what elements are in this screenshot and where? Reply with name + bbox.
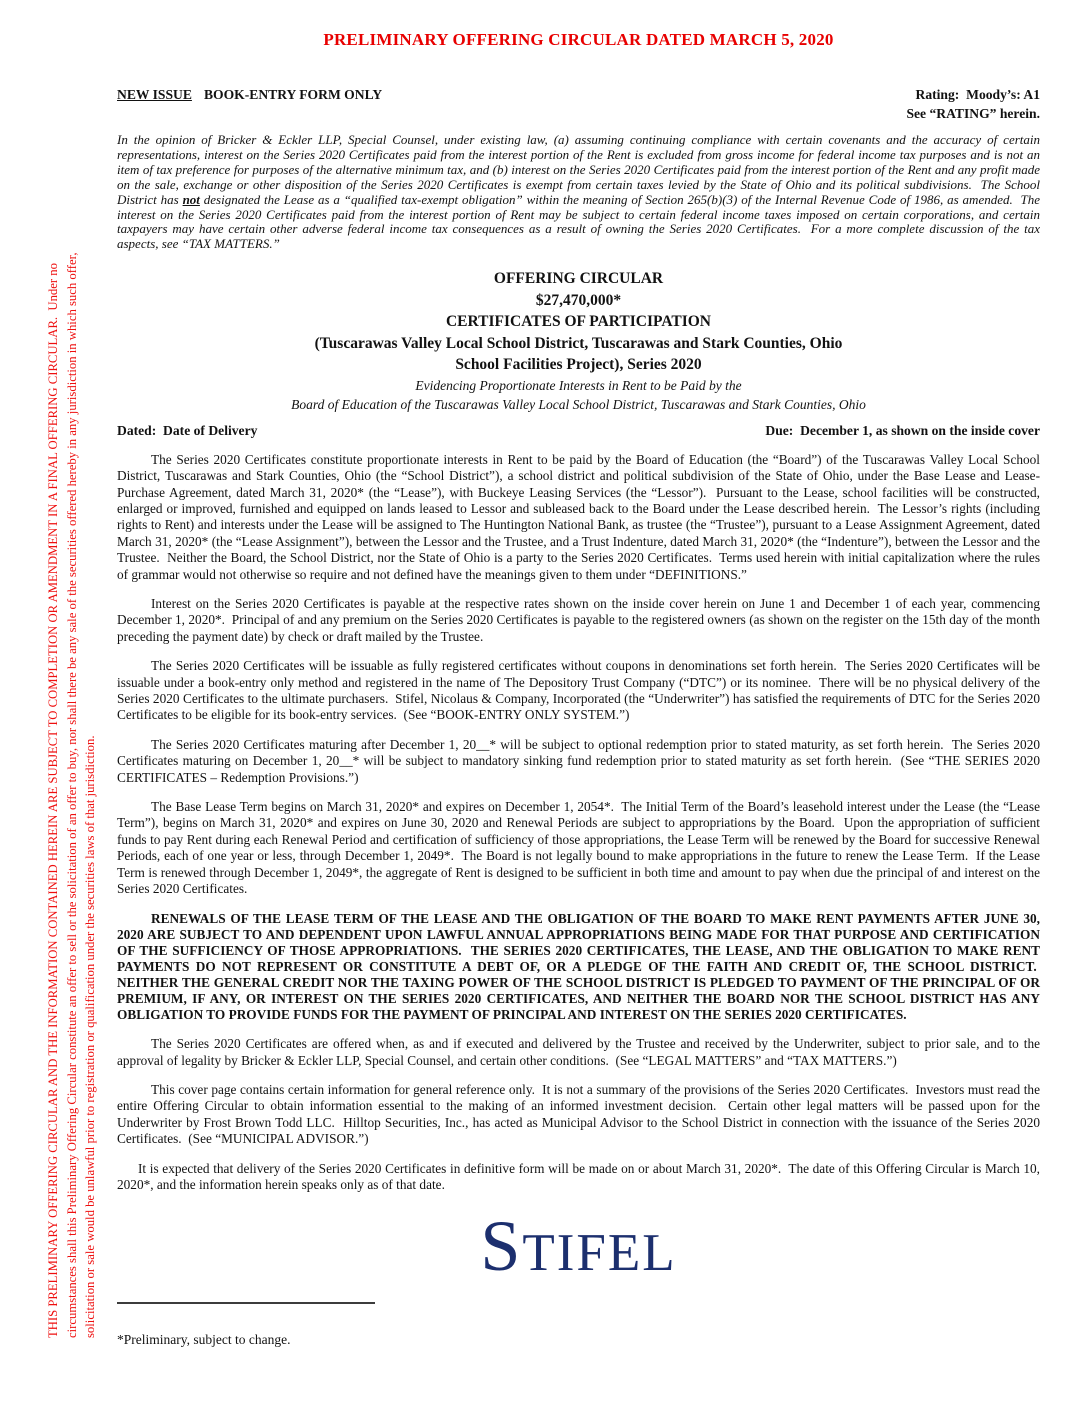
district-line-2: School Facilities Project), Series 2020	[455, 356, 702, 374]
evidencing-line: Evidencing Proportionate Interests in Rent to be Paid by the	[415, 377, 742, 393]
certificates-title: CERTIFICATES OF PARTICIPATION	[445, 313, 712, 331]
due-label: Due: December 1, as shown on the inside cover	[765, 422, 1040, 438]
paragraph-base-lease-term: The Base Lease Term begins on March 31, 2020* and expires on December 1, 2054*. The Initial Term of the Board’s leasehold interest under the Lease (the “Lease Term”), begins on March 31, 2020* and expires on June 30, 2020 and Renewal Periods are subject to appropriations by the Board. Upon the appropriation of sufficient funds to pay Rent during each Renewal Period and certification of sufficiency of those appropriations, the Lease Term will be renewed by the Board for successive Renewal Periods, each of one year or less, through December 1, 2049*. The Board is not legally bound to make appropriations in the future to renew the Lease Term. If the Lease Term is renewed through December 1, 2049*, the aggregate of Rent is designed to be sufficient in both time and amount to pay when due the principal of and interest on the Series 2020 Certificates.	[117, 799, 1040, 897]
dated-label: Dated: Date of Delivery	[117, 422, 258, 438]
underwriter-logo-wrap	[117, 1206, 1040, 1287]
sidebar-disclaimer-line: THIS PRELIMINARY OFFERING CIRCULAR AND THE INFORMATION CONTAINED HEREIN ARE SUBJECT TO COMPLETION OR AMENDMENT IN A FINAL OFFERING CIRCULAR. Under no	[46, 263, 60, 1338]
new-issue-label: NEW ISSUE	[117, 87, 192, 102]
paragraph-renewals-notice: RENEWALS OF THE LEASE TERM OF THE LEASE AND THE OBLIGATION OF THE BOARD TO MAKE RENT PAYMENTS AFTER JUNE 30, 2020 ARE SUBJECT TO AND DEPENDENT UPON LAWFUL ANNUAL APPROPRIATIONS BEING MADE FOR THAT PURPOSE AND CERTIFICATION OF THE SUFFICIENCY OF THOSE APPROPRIATIONS. THE SERIES 2020 CERTIFICATES, THE LEASE, AND THE OBLIGATION TO MAKE RENT PAYMENTS DO NOT REPRESENT OR CONSTITUTE A DEBT OF, OR A PLEDGE OF THE FAITH AND CREDIT OF, THE SCHOOL DISTRICT. NEITHER THE GENERAL CREDIT NOR THE TAXING POWER OF THE SCHOOL DISTRICT IS PLEDGED TO PAYMENT OF THE PRINCIPAL OF OR PREMIUM, IF ANY, OR INTEREST ON THE SERIES 2020 CERTIFICATES, AND NEITHER THE BOARD NOR THE SCHOOL DISTRICT HAS ANY OBLIGATION TO PROVIDE FUNDS FOR THE PAYMENT OF PRINCIPAL AND INTEREST ON THE SERIES 2020 CERTIFICATES.	[117, 910, 1040, 1023]
issue-type	[117, 85, 382, 104]
paragraph-certificates-constitute: The Series 2020 Certificates constitute proportionate interests in Rent to be paid by the Board of Education (the “Board”) of the Tuscarawas Valley Local School District, Tuscarawas and Stark Counties, Ohio (the “School District”), a school district and political subdivision of the State of Ohio, under the Base Lease and Lease-Purchase Agreement, dated March 31, 2020* (the “Lease”), with Buckeye Leasing Services (the “Lessor”). Pursuant to the Lease, school facilities will be constructed, enlarged or improved, furnished and equipped on lands leased to Lessor and subleased back to the Board under the Lease described herein. The Lessor’s rights (including rights to Rent) and interests under the Lease will be assigned to The Huntington National Bank, as trustee (the “Trustee”), pursuant to a Lease Assignment Agreement, dated March 31, 2020* (the “Lease Assignment”), between the Lessor and the Trustee, and a Trust Indenture, dated March 31, 2020* (the “Indenture”), between the Lessor and the Trustee. Neither the Board, the School District, nor the State of Ohio is a party to the Series 2020 Certificates. Terms used herein with initial capitalization where the rules of grammar would not otherwise so require and not defined have the meanings given to them under “DEFINITIONS.”	[117, 451, 1040, 582]
form-label: BOOK-ENTRY FORM ONLY	[203, 87, 383, 102]
offering-title-block	[117, 268, 1040, 414]
district-line-1: (Tuscarawas Valley Local School District, Tuscarawas and Stark Counties, Ohio	[314, 334, 843, 352]
sidebar-disclaimer-line: circumstances shall this Preliminary Offering Circular constitute an offer to sell or the solicitation of an offer to buy, nor shall there be any sale of the securities offered hereby in any jurisdiction in which such offer,	[64, 252, 79, 1338]
paragraph-offered-when: The Series 2020 Certificates are offered when, as and if executed and delivered by the Trustee and received by the Underwriter, subject to prior sale, and to the approval of legality by Bricker & Eckler LLP, Special Counsel, and certain other conditions. (See “LEGAL MATTERS” and “TAX MATTERS.”)	[117, 1036, 1040, 1068]
sidebar-disclaimer-line: solicitation or sale would be unlawful prior to registration or qualification under the securities laws of that jurisdiction.	[83, 735, 97, 1338]
paragraph-redemption: The Series 2020 Certificates maturing after December 1, 20__* will be subject to optional redemption prior to stated maturity, as set forth herein. The Series 2020 Certificates maturing on December 1, 20__* will be subject to mandatory sinking fund redemption prior to stated maturity as set forth herein. (See “THE SERIES 2020 CERTIFICATES – Redemption Provisions.”)	[117, 736, 1040, 785]
preliminary-footnote: *Preliminary, subject to change.	[117, 1332, 291, 1348]
dated-due-row	[117, 423, 1040, 439]
board-line: Board of Education of the Tuscarawas Valley Local School District, Tuscarawas and Stark Counties, Ohio	[291, 396, 866, 412]
sidebar-legal-disclaimer	[44, 80, 100, 1338]
paragraph-book-entry: The Series 2020 Certificates will be issuable as fully registered certificates without coupons in denominations set forth herein. The Series 2020 Certificates will be issuable under a book-entry only method and registered in the name of The Depository Trust Company (“DTC”) or its nominee. There will be no physical delivery of the Series 2020 Certificates to the ultimate purchasers. Stifel, Nicolaus & Company, Incorporated (the “Underwriter”) has satisfied the requirements of DTC for the Series 2020 Certificates to be eligible for its book-entry services. (See “BOOK-ENTRY ONLY SYSTEM.”)	[117, 658, 1040, 723]
stifel-logo: STIFEL	[480, 1206, 677, 1287]
rating-block	[906, 85, 1040, 123]
offering-circular-title: OFFERING CIRCULAR	[493, 270, 664, 288]
special-counsel-opinion: In the opinion of Bricker & Eckler LLP, Special Counsel, under existing law, (a) assuming continuing compliance with certain covenants and the accuracy of certain representations, interest on the Series 2020 Certificates paid from the interest portion of the Rent is excluded from gross income for federal income tax purposes and is not an item of tax preference for purposes of the alternative minimum tax, and (b) interest on the Series 2020 Certificates paid from the interest portion of the Rent and any profit made on the sale, exchange or other disposition of the Series 2020 Certificates is exempt from certain taxes levied by the State of Ohio and its political subdivisions. The School District has not designated the Lease as a “qualified tax-exempt obligation” within the meaning of Section 265(b)(3) of the Internal Revenue Code of 1986, as amended. The interest on the Series 2020 Certificates paid from the interest portion of Rent may be subject to certain federal income taxes imposed on certain corporations, and certain taxpayers may have certain other adverse federal income tax consequences as a result of owning the Series 2020 Certificates. For a more complete discussion of the tax aspects, see “TAX MATTERS.”	[117, 132, 1040, 252]
rating-line: Rating: Moody’s: A1	[915, 87, 1040, 102]
document-content	[117, 0, 1040, 1348]
rating-reference: See “RATING” herein.	[906, 106, 1040, 121]
paragraph-cover-page-info: This cover page contains certain information for general reference only. It is not a summary of the provisions of the Series 2020 Certificates. Investors must read the entire Offering Circular to obtain information essential to the making of an informed investment decision. Certain other legal matters will be passed upon for the Underwriter by Frost Brown Todd LLC. Hilltop Securities, Inc., has acted as Municipal Advisor to the School District in connection with the issuance of the Series 2020 Certificates. (See “MUNICIPAL ADVISOR.”)	[117, 1081, 1040, 1147]
preliminary-banner: PRELIMINARY OFFERING CIRCULAR DATED MARCH 5, 2020	[323, 30, 834, 49]
offering-amount: $27,470,000*	[535, 291, 622, 309]
paragraph-interest-payable: Interest on the Series 2020 Certificates is payable at the respective rates shown on the inside cover herein on June 1 and December 1 of each year, commencing December 1, 2020*. Principal of and any premium on the Series 2020 Certificates is payable to the registered owners (as shown on the register on the 15th day of the month preceding the payment date) by check or draft mailed by the Trustee.	[117, 596, 1040, 644]
paragraph-delivery-date: It is expected that delivery of the Series 2020 Certificates in definitive form will be made on or about March 31, 2020*. The date of this Offering Circular is March 10, 2020*, and the information herein speaks only as of that date.	[117, 1160, 1040, 1192]
issue-header-row	[117, 85, 1040, 123]
footnote-separator	[117, 1302, 375, 1304]
